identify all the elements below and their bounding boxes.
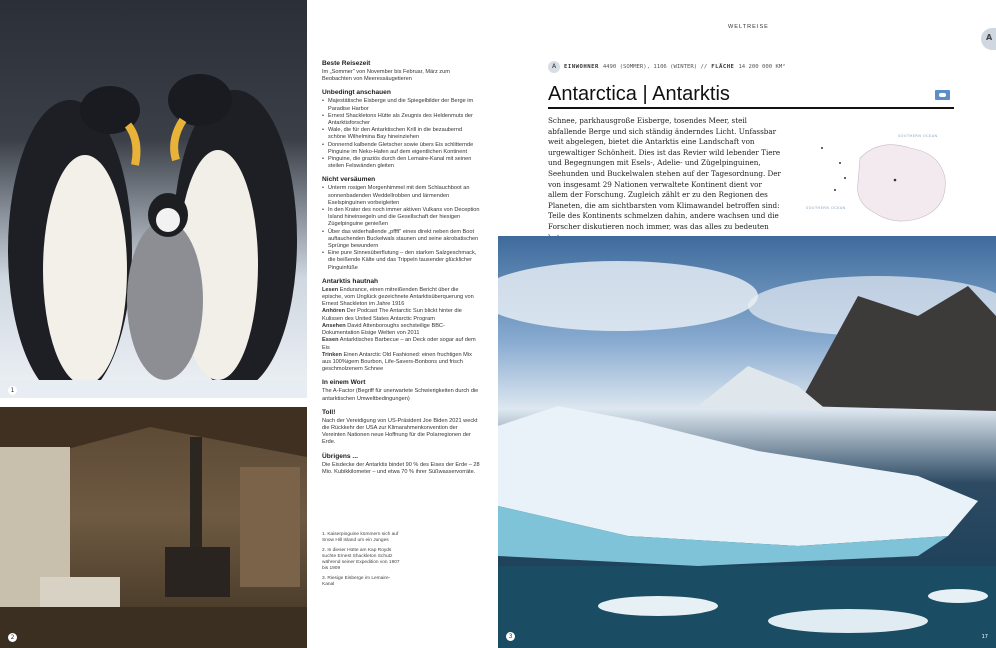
- chapter-tab-letter: A: [986, 33, 993, 42]
- upclose-text: David Attenboroughs sechsteilige BBC-Dokumentation Eisige Welten von 2011: [322, 322, 445, 337]
- info-sidebar: [322, 60, 480, 476]
- by-the-way-heading: Übrigens ...: [322, 452, 358, 460]
- shackleton-hut-photo: [0, 407, 307, 648]
- by-the-way-text: Die Eisdecke der Antarktis bindet 90 % des Eises der Erde – 28 Mio. Kubikkilometer – und etwa 70 % ihrer Süßwasservorräte.: [322, 461, 480, 475]
- dont-miss-heading: Nicht versäumen: [322, 176, 376, 184]
- residents-value: 4490 (SOMMER), 1106 (WINTER) //: [602, 64, 708, 70]
- must-see-heading: Unbedingt anschauen: [322, 89, 391, 97]
- upclose-line: [322, 352, 480, 374]
- upclose-line: [322, 323, 480, 337]
- upclose-heading: Antarktis hautnah: [322, 277, 379, 285]
- upclose-line: [322, 287, 480, 309]
- page-number: 17: [981, 634, 988, 640]
- list-item: • In den Krater des noch immer aktiven Vulkans von Deception Island hineinsegeln und die Gesellschaft der hiesigen Zügelpinguine genießen: [322, 207, 480, 229]
- flag-icon: [935, 90, 950, 100]
- map-ocean-label: SOUTHERN OCEAN: [806, 206, 846, 210]
- caption-2: 2. In dieser Hütte am Kap Royds suchte Ernest Shackleton Schutz während seiner Expedition von 1907 bis 1909: [322, 548, 400, 571]
- letter-badge: A: [548, 61, 560, 73]
- area-label: FLÄCHE: [711, 64, 735, 70]
- list-item: • Pinguine, die graziös durch den Lemaire-Kanal mit seinen steilen Felswänden gleiten: [322, 156, 480, 170]
- upclose-label: Essen: [322, 337, 339, 344]
- title-divider: [548, 107, 954, 109]
- upclose-label: Ansehen: [322, 322, 346, 329]
- chapter-tab[interactable]: [981, 28, 996, 50]
- hut-interior-illustration: [0, 407, 307, 648]
- antarctica-map: [800, 118, 960, 228]
- area-value: 14 200 000 KM²: [738, 64, 786, 70]
- section-label: WELTREISE: [728, 24, 769, 30]
- upclose-line: [322, 337, 480, 351]
- page-title: Antarctica | Antarktis: [548, 83, 730, 105]
- upclose-label: Trinken: [322, 351, 342, 358]
- list-item: • Donnernd kalbende Gletscher sowie übers Eis schlitternde Pinguine im Neko-Hafen auf dem eigentlichen Kontinent: [322, 142, 480, 156]
- photo-number-2: 2: [8, 633, 17, 642]
- penguins-illustration: [0, 0, 307, 398]
- word-heading: In einem Wort: [322, 379, 366, 387]
- dont-miss-list: [322, 185, 480, 271]
- must-see-list: [322, 98, 480, 170]
- iceberg-illustration: [498, 236, 996, 648]
- list-item: • Eine pure Sinnesüberflutung – den starken Salzgeschmack, die beißende Kälte und das Trippeln tausender glücklicher Pinguinfüße: [322, 250, 480, 272]
- iceberg-photo: [498, 236, 996, 648]
- upclose-line: [322, 308, 480, 322]
- intro-paragraph: Schnee, parkhausgroße Eisberge, tosendes Meer, steil abfallende Berge und sich ständig änderndes Licht. Unfassbar weit abgelegen, bietet die Antarktis eine Landschaft von urgewaltiger Schönheit. Dies ist das Revier wild lebender Tiere und Begegnungen mit Esels-, Adelie- und Zügelpinguinen, Seehunden und Buckelwalen stehen auf der Tagesordnung. Der von insgesamt 29 Nationen verwaltete Kontinent dient vor allem der Forschung. Zugleich zählt er zu den Regionen des Planeten, die am sichtbarsten vom Klimawandel betroffen sind: Teile des Kontinents schmelzen dahin, andere wachsen und die Forscher diskutieren noch immer, was das alles zu bedeuten: [548, 116, 781, 231]
- list-item: • Unterm rosigen Morgenhimmel mit dem Schlauchboot an sonnenbadenden Weddellrobben und lärmenden Eselspinguinen vorbeigleiten: [322, 185, 480, 207]
- toll-text: Nach der Vereidigung von US-Präsident Joe Biden 2021 weckt die Rückkehr der USA zur Klimarahmenkonvention der Vereinten Nationen neue Hoffnung für die Polarregionen der Erde.: [322, 417, 478, 446]
- upclose-text: Einen Antarctic Old Fashioned: einen fruchtigen Mix aus 100%igem Bourbon, Life-Savers-Bonbons und frisch geschmolzenem Schnee: [322, 351, 472, 373]
- toll-heading: Toll!: [322, 408, 336, 416]
- list-item: • Wale, die für den Antarktischen Krill in die bezaubernd schöne Wilhelmina Bay hineinziehen: [322, 127, 480, 141]
- residents-label: EINWOHNER: [564, 64, 599, 70]
- word-text: The A-Factor (Begriff für unerwartete Schwierigkeiten durch die antarktischen Umweltbedingungen): [322, 388, 479, 402]
- list-item: • Über das widerhallende „pffft" eines direkt neben dem Boot auftauchenden Buckelwals staunen und seine akrobatischen Sprünge bewundern: [322, 229, 480, 251]
- list-item: • Ernest Shackletons Hütte als Zeugnis des Heldenmuts der Antarktisforscher: [322, 113, 480, 127]
- best-time-text: Im „Sommer" von November bis Februar, März zum Beobachten von Meeressäugetieren: [322, 69, 450, 83]
- best-time-heading: Beste Reisezeit: [322, 60, 371, 67]
- caption-3: 3. Riesige Eisberge im Lemaire-Kanal: [322, 576, 391, 587]
- upclose-label: Anhören: [322, 308, 345, 315]
- upclose-text: Antarktisches Barbecue – an Deck oder sogar auf dem Eis: [322, 337, 476, 351]
- upclose-text: Endurance, einen mitreißenden Bericht über die epische, vom Unglück gezeichnete Antarktisüberquerung von Ernest Shackleton im Jahre 1916: [322, 286, 474, 308]
- list-item: • Majestätische Eisberge und die Spiegelbilder der Berge im Paradise Harbor: [322, 98, 480, 112]
- upclose-text: Der Podcast The Antarctic Sun blickt hinter die Kulissen des United States Antarctic Program: [322, 308, 462, 322]
- photo-captions: [322, 532, 402, 592]
- photo-number-3: 3: [506, 632, 515, 641]
- stats-line: [548, 60, 786, 74]
- upclose-label: Lesen: [322, 286, 339, 293]
- map-ocean-label: SOUTHERN OCEAN: [898, 134, 938, 138]
- photo-number-1: 1: [8, 386, 17, 395]
- emperor-penguins-photo: [0, 0, 307, 398]
- caption-1: 1. Kaiserpinguine kümmern sich auf Snow Hill Island um ein Junges: [322, 532, 399, 543]
